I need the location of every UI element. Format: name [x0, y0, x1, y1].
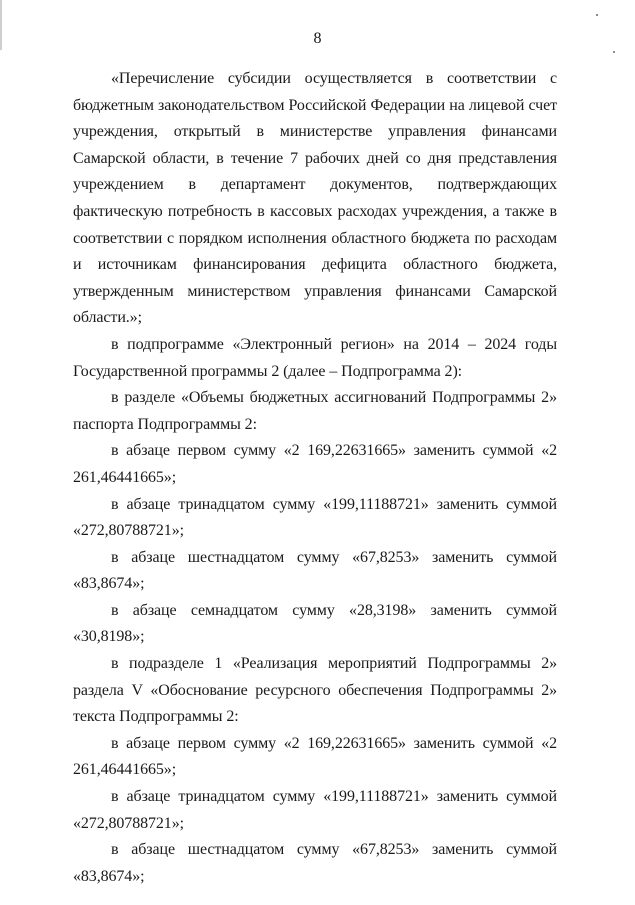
- paragraph-subsection-1: в подразделе 1 «Реализация мероприятий Подпрограммы 2» раздела V «Обоснование ресурсного обеспечения Подпрограммы 2» текста Подпрограммы 2:: [73, 655, 557, 726]
- paragraph-amendment: в абзаце тринадцатом сумму «199,11188721» заменить суммой «272,80788721»;: [73, 788, 557, 832]
- paragraph-amendment: в абзаце первом сумму «2 169,22631665» заменить суммой «2 261,46441665»;: [73, 442, 557, 486]
- scan-speck: [596, 14, 598, 16]
- paragraph-passport-section: в разделе «Объемы бюджетных ассигнований Подпрограммы 2» паспорта Подпрограммы 2:: [73, 389, 557, 433]
- scan-speck: [613, 51, 615, 53]
- paragraph-amendment: в абзаце шестнадцатом сумму «67,8253» заменить суммой «83,8674»;: [73, 841, 557, 885]
- document-body: [73, 66, 557, 890]
- paragraph-amendment: в абзаце тринадцатом сумму «199,11188721» заменить суммой «272,80788721»;: [73, 495, 557, 540]
- paragraph-amendment: в абзаце семнадцатом сумму «28,3198» заменить суммой «30,8198»;: [73, 601, 557, 646]
- paragraph-amendment: в абзаце первом сумму «2 169,22631665» заменить суммой «2 261,46441665»;: [73, 734, 557, 779]
- paragraph-amendment: в абзаце шестнадцатом сумму «67,8253» заменить суммой «83,8674»;: [73, 548, 557, 593]
- paragraph-subsidy-transfer: «Перечисление субсидии осуществляется в соответствии с бюджетным законодательством Российской Федерации на лицевой счет учреждения, открытый в министерстве управления финансами Самарской области, в течение 7 рабочих дней со дня представления учреждением в департамент документов, подтверждающих фактическую потребность в кассовых расходах учреждения, а также в соответствии с порядком исполнения областного бюджета по расходам и источникам финансирования дефицита областного бюджета, утвержденным министерством управления финансами Самарской области.»;: [73, 70, 557, 327]
- paragraph-subprogram-2: в подпрограмме «Электронный регион» на 2014 – 2024 годы Государственной программы 2 (далее – Подпрограмма 2):: [73, 335, 557, 380]
- page-number: 8: [313, 30, 322, 47]
